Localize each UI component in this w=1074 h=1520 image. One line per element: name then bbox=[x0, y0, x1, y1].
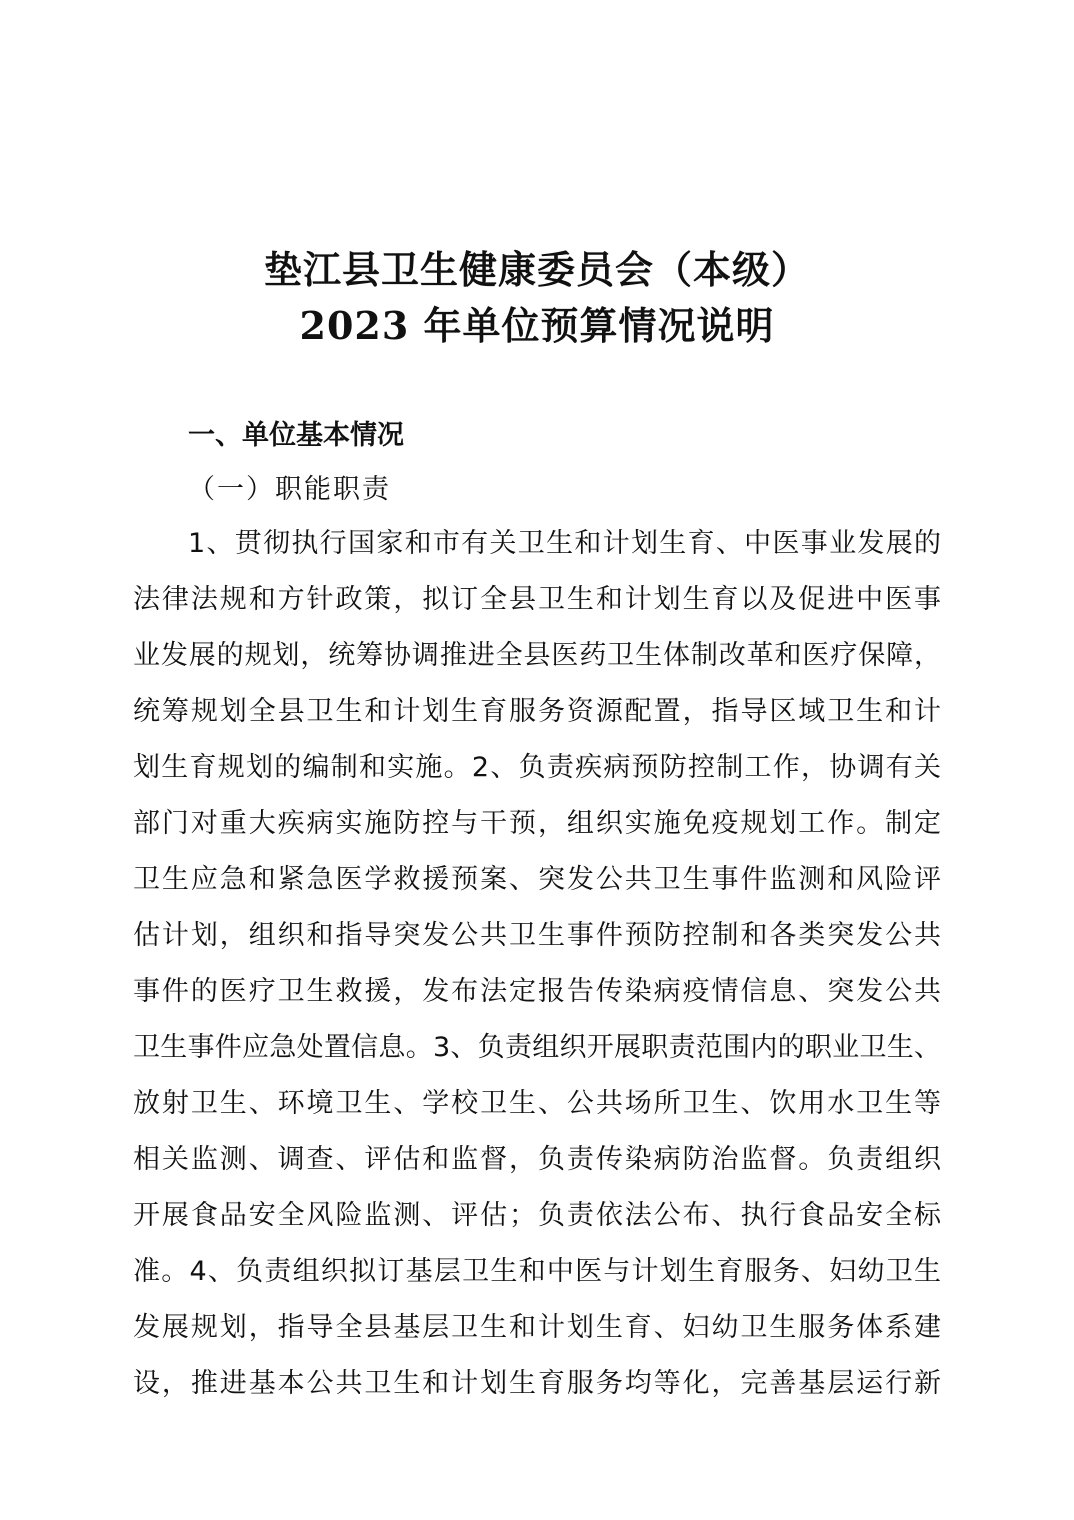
body-line: 准。4、负责组织拟订基层卫生和中医与计划生育服务、妇幼卫生 bbox=[133, 1256, 941, 1287]
body-line: 开展食品安全风险监测、评估；负责依法公布、执行食品安全标 bbox=[133, 1200, 941, 1231]
body-line: 相关监测、调查、评估和监督，负责传染病防治监督。负责组织 bbox=[133, 1144, 941, 1175]
document-title-line-2: 2023 年单位预算情况说明 bbox=[299, 303, 775, 348]
body-line: 估计划，组织和指导突发公共卫生事件预防控制和各类突发公共 bbox=[133, 920, 941, 951]
subsection-heading: （一）职能职责 bbox=[188, 474, 391, 505]
body-line: 设，推进基本公共卫生和计划生育服务均等化，完善基层运行新 bbox=[133, 1368, 941, 1399]
body-line: 法律法规和方针政策，拟订全县卫生和计划生育以及促进中医事 bbox=[133, 584, 941, 615]
body-line: 统筹规划全县卫生和计划生育服务资源配置，指导区域卫生和计 bbox=[133, 696, 941, 727]
document-title-line-1: 垫江县卫生健康委员会（本级） bbox=[263, 247, 810, 292]
body-line: 卫生事件应急处置信息。3、负责组织开展职责范围内的职业卫生、 bbox=[133, 1032, 941, 1063]
body-line: 划生育规划的编制和实施。2、负责疾病预防控制工作，协调有关 bbox=[133, 752, 941, 783]
section-heading: 一、单位基本情况 bbox=[188, 420, 404, 451]
body-line: 1、贯彻执行国家和市有关卫生和计划生育、中医事业发展的 bbox=[188, 528, 941, 559]
body-line: 部门对重大疾病实施防控与干预，组织实施免疫规划工作。制定 bbox=[133, 808, 941, 839]
body-line: 卫生应急和紧急医学救援预案、突发公共卫生事件监测和风险评 bbox=[133, 864, 941, 895]
body-line: 发展规划，指导全县基层卫生和计划生育、妇幼卫生服务体系建 bbox=[133, 1312, 941, 1343]
body-line: 事件的医疗卫生救援，发布法定报告传染病疫情信息、突发公共 bbox=[133, 976, 941, 1007]
body-line: 放射卫生、环境卫生、学校卫生、公共场所卫生、饮用水卫生等 bbox=[133, 1088, 941, 1119]
body-line: 业发展的规划，统筹协调推进全县医药卫生体制改革和医疗保障， bbox=[133, 640, 941, 671]
